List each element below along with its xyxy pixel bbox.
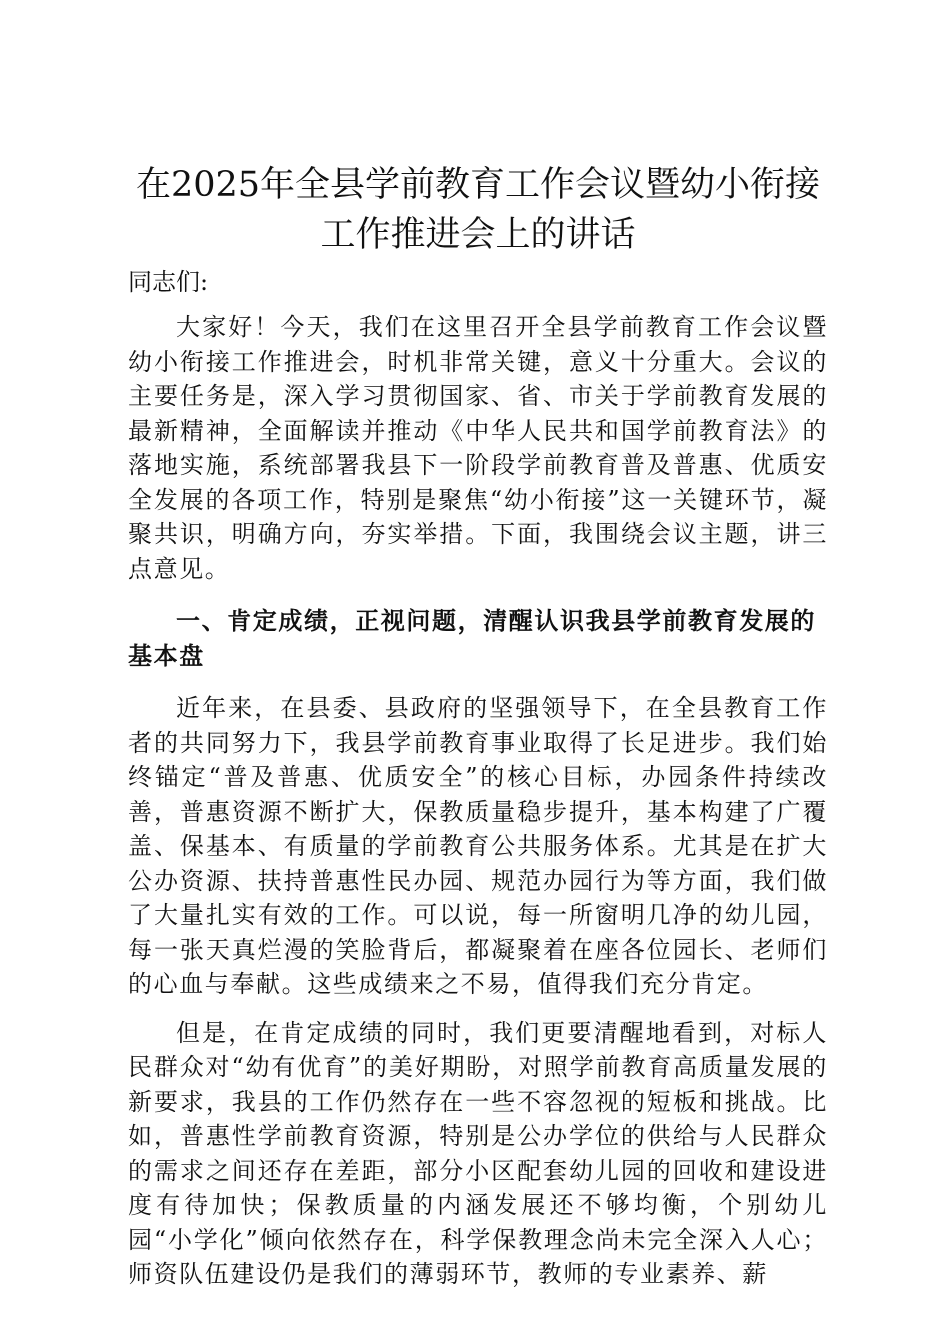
section-heading-1: 一、肯定成绩，正视问题，清醒认识我县学前教育发展的基本盘: [128, 606, 816, 670]
intro-paragraph: 大家好！今天，我们在这里召开全县学前教育工作会议暨幼小衔接工作推进会，时机非常关键，意义十分重大。会议的主要任务是，深入学习贯彻国家、省、市关于学前教育发展的最新精神，全面解读并推动《中华人民共和国学前教育法》的落地实施，系统部署我县下一阶段学前教育普及普惠、优质安全发展的各项工作，特别是聚焦“幼小衔接”这一关键环节，凝聚共识，明确方向，夯实举措。下面，我围绕会议主题，讲三点意见。: [128, 313, 828, 583]
title-line-2: 工作推进会上的讲话: [320, 215, 636, 255]
title-line-1: 在2025年全县学前教育工作会议暨幼小衔接: [135, 165, 821, 205]
document-title: [128, 160, 828, 260]
section1-paragraph-1: 近年来，在县委、县政府的坚强领导下，在全县教育工作者的共同努力下，我县学前教育事业取得了长足进步。我们始终锚定“普及普惠、优质安全”的核心目标，办园条件持续改善，普惠资源不断扩大，保教质量稳步提升，基本构建了广覆盖、保基本、有质量的学前教育公共服务体系。尤其是在扩大公办资源、扶持普惠性民办园、规范办园行为等方面，我们做了大量扎实有效的工作。可以说，每一所窗明几净的幼儿园，每一张天真烂漫的笑脸背后，都凝聚着在座各位园长、老师们的心血与奉献。这些成绩来之不易，值得我们充分肯定。: [128, 694, 828, 998]
document-page: [128, 160, 828, 1306]
greeting: 同志们:: [128, 268, 209, 296]
section1-paragraph-2: 但是，在肯定成绩的同时，我们更要清醒地看到，对标人民群众对“幼有优育”的美好期盼，对照学前教育高质量发展的新要求，我县的工作仍然存在一些不容忽视的短板和挑战。比如，普惠性学前教育资源，特别是公办学位的供给与人民群众的需求之间还存在差距，部分小区配套幼儿园的回收和建设进度有待加快；保教质量的内涵发展还不够均衡，个别幼儿园“小学化”倾向依然存在，科学保教理念尚未完全深入人心；师资队伍建设仍是我们的薄弱环节，教师的专业素养、薪: [128, 1018, 828, 1288]
